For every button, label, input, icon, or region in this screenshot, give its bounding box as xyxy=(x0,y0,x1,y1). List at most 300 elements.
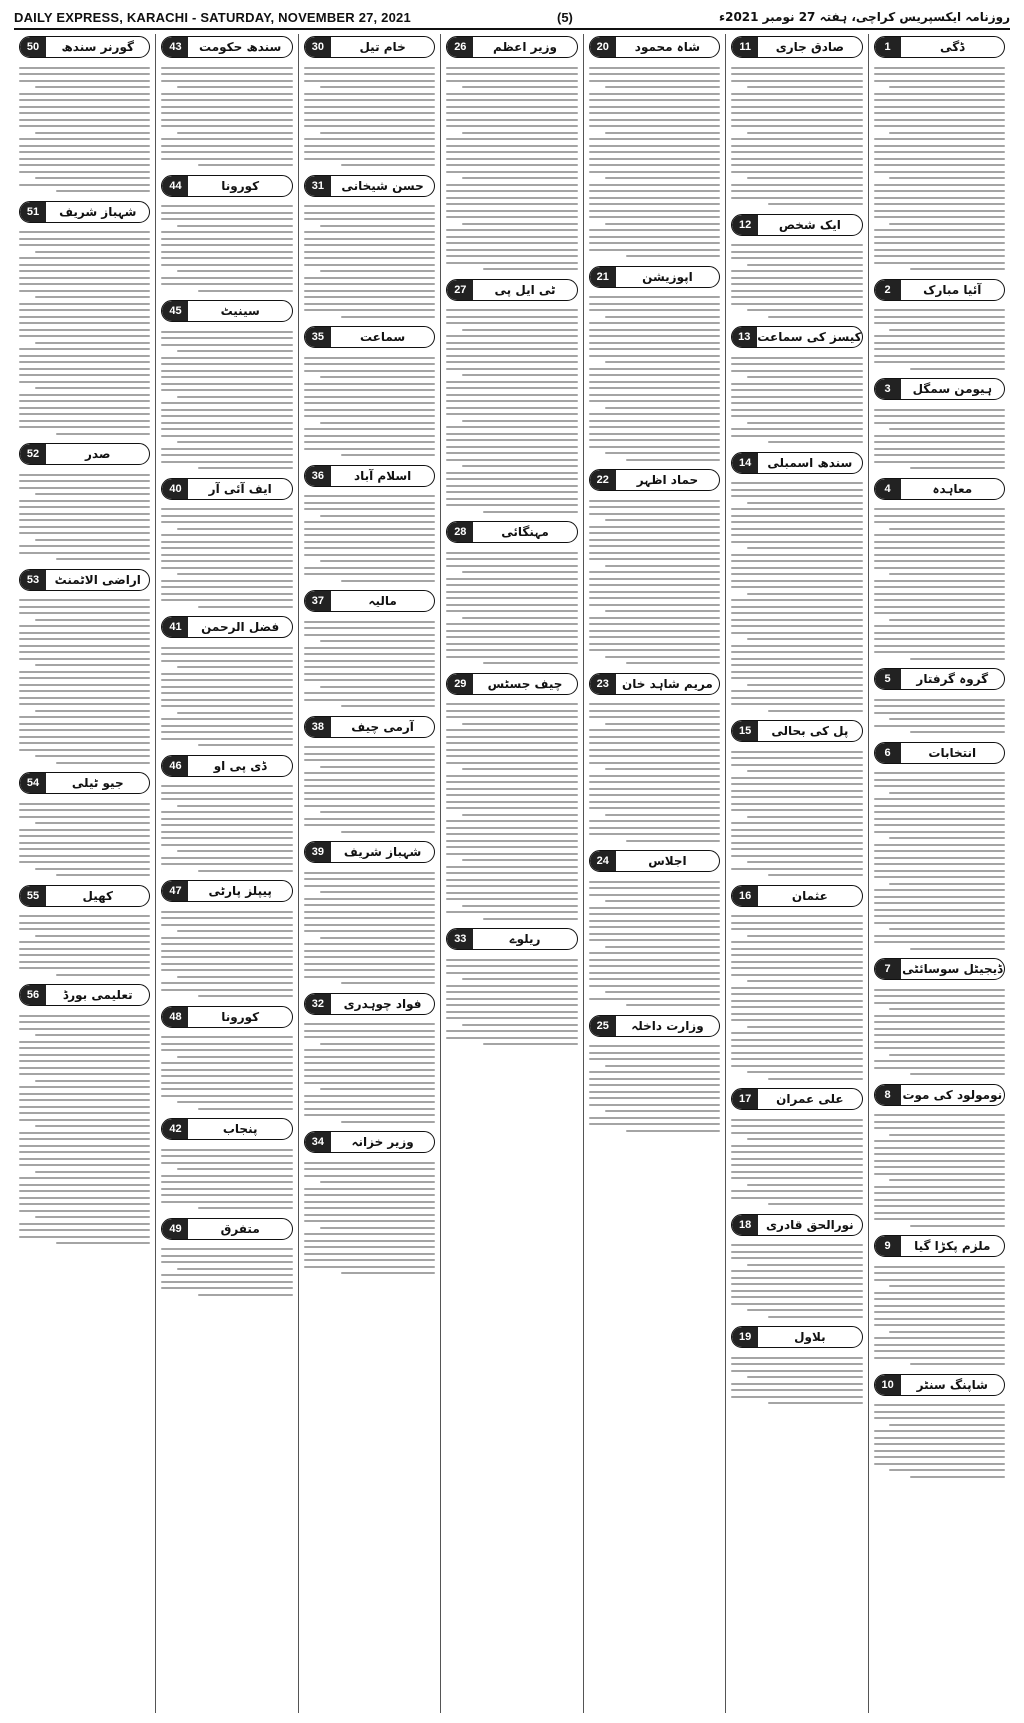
text-line xyxy=(19,277,150,279)
text-line xyxy=(589,119,720,121)
news-item xyxy=(874,1235,1005,1371)
text-line xyxy=(589,933,720,935)
text-line xyxy=(19,742,150,744)
text-line xyxy=(304,357,435,359)
news-item xyxy=(161,616,292,752)
news-item-title: وزارت داخلہ xyxy=(631,1018,704,1033)
text-line xyxy=(19,73,150,75)
text-line xyxy=(446,558,577,560)
news-item-header xyxy=(731,36,862,58)
text-line xyxy=(462,86,578,88)
text-line xyxy=(19,426,150,428)
news-item-body-text xyxy=(161,641,292,752)
text-line xyxy=(304,67,435,69)
text-line xyxy=(874,1450,1005,1452)
text-line xyxy=(198,1207,293,1209)
text-line xyxy=(589,552,720,554)
text-line xyxy=(446,762,577,764)
text-line xyxy=(304,218,435,220)
text-line xyxy=(19,928,150,930)
text-line xyxy=(483,662,578,664)
text-line xyxy=(874,93,1005,95)
text-line xyxy=(874,1034,1005,1036)
text-line xyxy=(19,487,150,489)
text-line xyxy=(161,911,292,913)
text-line xyxy=(19,322,150,324)
text-line xyxy=(731,190,862,192)
news-item-body-text xyxy=(874,693,1005,739)
text-line xyxy=(161,376,292,378)
text-line xyxy=(304,290,435,292)
text-line xyxy=(768,1402,863,1404)
news-item-number: 45 xyxy=(162,301,188,321)
text-line xyxy=(589,348,720,350)
text-line xyxy=(874,818,1005,820)
text-line xyxy=(161,205,292,207)
text-line xyxy=(910,658,1005,660)
news-item-body-text xyxy=(731,1239,862,1324)
text-line xyxy=(731,606,862,608)
text-line xyxy=(320,891,436,893)
news-item-title: عثمان xyxy=(791,888,828,903)
text-line xyxy=(874,593,1005,595)
text-line xyxy=(19,125,150,127)
news-item-body-text xyxy=(874,61,1005,276)
news-item-number: 22 xyxy=(590,470,616,490)
text-line xyxy=(177,805,293,807)
text-line xyxy=(589,171,720,173)
text-line xyxy=(889,619,1005,621)
text-line xyxy=(731,1357,862,1359)
text-line xyxy=(874,461,1005,463)
news-item-body-text xyxy=(161,1031,292,1116)
text-line xyxy=(874,197,1005,199)
news-item xyxy=(874,478,1005,666)
text-line xyxy=(446,316,577,318)
text-line xyxy=(56,190,151,192)
text-line xyxy=(446,387,577,389)
news-item-title: گروہ گرفتار xyxy=(916,672,989,686)
news-item-body-text xyxy=(589,875,720,1012)
text-line xyxy=(341,982,436,984)
news-item-title: تعلیمی بورڈ xyxy=(62,988,133,1002)
text-line xyxy=(731,1158,862,1160)
text-line xyxy=(874,1298,1005,1300)
text-line xyxy=(589,571,720,573)
text-line xyxy=(889,132,1005,134)
text-line xyxy=(198,870,293,872)
text-line xyxy=(446,498,577,500)
text-line xyxy=(320,225,436,227)
text-line xyxy=(874,824,1005,826)
text-line xyxy=(874,560,1005,562)
news-item-header xyxy=(874,378,1005,400)
news-item-header xyxy=(874,279,1005,301)
text-line xyxy=(304,963,435,965)
text-line xyxy=(731,270,862,272)
text-line xyxy=(446,151,577,153)
text-line xyxy=(446,407,577,409)
news-item-number: 49 xyxy=(162,1219,188,1239)
text-line xyxy=(19,231,150,233)
text-line xyxy=(874,203,1005,205)
text-line xyxy=(731,495,862,497)
text-line xyxy=(304,627,435,629)
news-item-body-text xyxy=(589,494,720,670)
text-line xyxy=(874,1114,1005,1116)
text-line xyxy=(747,502,863,504)
text-line xyxy=(874,1437,1005,1439)
text-line xyxy=(446,801,577,803)
text-line xyxy=(446,1037,577,1039)
text-line xyxy=(19,1138,150,1140)
text-line xyxy=(874,249,1005,251)
text-line xyxy=(161,857,292,859)
text-line xyxy=(56,433,151,435)
text-line xyxy=(198,606,293,608)
text-line xyxy=(446,788,577,790)
text-line xyxy=(320,937,436,939)
news-item-body-text xyxy=(19,797,150,882)
text-line xyxy=(177,976,293,978)
text-line xyxy=(446,591,577,593)
text-line xyxy=(19,1177,150,1179)
text-line xyxy=(731,409,862,411)
text-line xyxy=(19,612,150,614)
text-line xyxy=(56,974,151,976)
text-line xyxy=(731,697,862,699)
news-item-number: 55 xyxy=(20,886,46,906)
news-item-number: 42 xyxy=(162,1119,188,1139)
text-line xyxy=(446,80,577,82)
text-line xyxy=(731,1251,862,1253)
text-line xyxy=(19,1054,150,1056)
news-item-title: پنجاب xyxy=(222,1122,258,1136)
text-line xyxy=(304,205,435,207)
text-line xyxy=(889,1469,1005,1471)
text-line xyxy=(889,837,1005,839)
text-line xyxy=(589,335,720,337)
text-line xyxy=(731,290,862,292)
news-item-number: 29 xyxy=(447,674,473,694)
news-item-header xyxy=(874,742,1005,764)
text-line xyxy=(304,1246,435,1248)
text-line xyxy=(198,467,293,469)
text-line xyxy=(35,296,151,298)
text-line xyxy=(768,1203,863,1205)
text-line xyxy=(19,1041,150,1043)
text-line xyxy=(874,361,1005,363)
text-line xyxy=(19,374,150,376)
text-line xyxy=(177,86,293,88)
text-line xyxy=(874,798,1005,800)
text-line xyxy=(161,593,292,595)
text-line xyxy=(446,216,577,218)
text-line xyxy=(19,915,150,917)
text-line xyxy=(589,807,720,809)
text-line xyxy=(874,863,1005,865)
news-item-title: پیپلز پارٹی xyxy=(208,884,272,898)
text-line xyxy=(731,171,862,173)
text-line xyxy=(19,400,150,402)
text-line xyxy=(731,435,862,437)
text-line xyxy=(462,420,578,422)
text-line xyxy=(589,742,720,744)
text-line xyxy=(161,515,292,517)
text-line xyxy=(589,210,720,212)
text-line xyxy=(731,1032,862,1034)
text-line xyxy=(874,612,1005,614)
text-line xyxy=(19,119,150,121)
text-line xyxy=(19,164,150,166)
text-line xyxy=(589,67,720,69)
text-line xyxy=(910,731,1005,733)
text-line xyxy=(304,138,435,140)
news-item xyxy=(304,716,435,839)
text-line xyxy=(304,673,435,675)
text-line xyxy=(304,441,435,443)
text-line xyxy=(731,777,862,779)
text-line xyxy=(446,879,577,881)
page-number: (5) xyxy=(556,9,573,25)
text-line xyxy=(304,943,435,945)
text-line xyxy=(19,381,150,383)
news-item-header xyxy=(589,1015,720,1037)
news-item-body-text xyxy=(731,745,862,882)
news-item-title: شاہ محمود xyxy=(634,40,701,54)
text-line xyxy=(35,177,151,179)
news-item-number: 6 xyxy=(875,743,901,763)
text-line xyxy=(768,441,863,443)
news-item-title: ایف آئی آر xyxy=(208,481,272,496)
text-line xyxy=(19,545,150,547)
text-line xyxy=(161,357,292,359)
text-line xyxy=(446,991,577,993)
text-line xyxy=(874,515,1005,517)
text-line xyxy=(19,506,150,508)
text-line xyxy=(35,1171,151,1173)
text-line xyxy=(304,296,435,298)
text-line xyxy=(589,762,720,764)
news-item-title: فضل الرحمن xyxy=(201,620,280,634)
text-line xyxy=(19,112,150,114)
text-line xyxy=(446,853,577,855)
text-line xyxy=(446,794,577,796)
text-line xyxy=(320,422,436,424)
news-item-title: شہباز شریف xyxy=(59,204,137,219)
text-line xyxy=(731,1370,862,1372)
news-item-number: 48 xyxy=(162,1007,188,1027)
text-line xyxy=(462,1024,578,1026)
text-line xyxy=(161,521,292,523)
text-line xyxy=(747,980,863,982)
text-line xyxy=(446,342,577,344)
text-line xyxy=(446,203,577,205)
text-line xyxy=(161,93,292,95)
news-item xyxy=(589,469,720,670)
text-line xyxy=(19,948,150,950)
text-line xyxy=(731,277,862,279)
text-line xyxy=(874,242,1005,244)
text-line xyxy=(19,967,150,969)
news-item-body-text xyxy=(874,503,1005,666)
news-item-number: 56 xyxy=(20,985,46,1005)
text-line xyxy=(198,744,293,746)
column-6 xyxy=(155,34,297,1713)
news-item-number: 3 xyxy=(875,379,901,399)
text-line xyxy=(874,989,1005,991)
text-line xyxy=(731,244,862,246)
news-item-body-text xyxy=(589,61,720,263)
text-line xyxy=(731,1145,862,1147)
text-line xyxy=(589,1117,720,1119)
article-columns xyxy=(14,34,1010,1713)
text-line xyxy=(874,599,1005,601)
text-line xyxy=(161,277,292,279)
text-line xyxy=(874,1127,1005,1129)
news-item-header xyxy=(874,958,1005,980)
text-line xyxy=(889,928,1005,930)
text-line xyxy=(874,1186,1005,1188)
text-line xyxy=(19,1099,150,1101)
text-line xyxy=(589,164,720,166)
text-line xyxy=(19,93,150,95)
text-line xyxy=(19,1119,150,1121)
text-line xyxy=(161,244,292,246)
news-item-number: 51 xyxy=(20,202,46,222)
text-line xyxy=(35,822,151,824)
news-item-body-text xyxy=(731,1351,862,1410)
text-line xyxy=(731,1389,862,1391)
text-line xyxy=(161,1261,292,1263)
news-item-title: ہیومن سمگل xyxy=(912,382,992,396)
text-line xyxy=(320,640,436,642)
text-line xyxy=(731,534,862,536)
text-line xyxy=(161,231,292,233)
text-line xyxy=(304,666,435,668)
text-line xyxy=(446,452,577,454)
news-item-body-text xyxy=(731,239,862,324)
text-line xyxy=(874,125,1005,127)
text-line xyxy=(874,409,1005,411)
text-line xyxy=(589,716,720,718)
text-line xyxy=(874,889,1005,891)
text-line xyxy=(462,132,578,134)
news-item-header xyxy=(161,1218,292,1240)
news-item-title: انتخابات xyxy=(928,745,977,760)
text-line xyxy=(304,885,435,887)
text-line xyxy=(19,1028,150,1030)
text-line xyxy=(731,515,862,517)
text-line xyxy=(19,513,150,515)
text-line xyxy=(589,151,720,153)
text-line xyxy=(731,764,862,766)
text-line xyxy=(889,1179,1005,1181)
text-line xyxy=(304,409,435,411)
text-line xyxy=(35,755,151,757)
text-line xyxy=(446,736,577,738)
text-line xyxy=(304,428,435,430)
text-line xyxy=(446,584,577,586)
text-line xyxy=(446,872,577,874)
news-item-title: وزیر اعظم xyxy=(493,40,557,54)
text-line xyxy=(161,99,292,101)
text-line xyxy=(731,625,862,627)
text-line xyxy=(462,617,578,619)
news-item xyxy=(19,885,150,982)
text-line xyxy=(304,699,435,701)
news-item-title: چیف جسٹس xyxy=(487,676,563,691)
news-item-header xyxy=(446,673,577,695)
text-line xyxy=(161,586,292,588)
text-line xyxy=(320,270,436,272)
text-line xyxy=(19,606,150,608)
text-line xyxy=(731,73,862,75)
text-line xyxy=(19,1067,150,1069)
news-item-title: ٹی ایل پی xyxy=(494,282,556,297)
text-line xyxy=(731,1296,862,1298)
news-item-title: آرمی چیف xyxy=(351,719,414,734)
text-line xyxy=(304,402,435,404)
text-line xyxy=(161,917,292,919)
text-line xyxy=(874,1147,1005,1149)
text-line xyxy=(589,703,720,705)
text-line xyxy=(589,236,720,238)
text-line xyxy=(304,798,435,800)
text-line xyxy=(161,653,292,655)
text-line xyxy=(19,599,150,601)
text-line xyxy=(19,816,150,818)
text-line xyxy=(731,1125,862,1127)
news-item-body-text xyxy=(161,61,292,172)
text-line xyxy=(446,749,577,751)
text-line xyxy=(589,881,720,883)
text-line xyxy=(910,368,1005,370)
news-item xyxy=(446,36,577,276)
text-line xyxy=(161,257,292,259)
news-item-header xyxy=(446,36,577,58)
text-line xyxy=(768,874,863,876)
text-line xyxy=(731,1065,862,1067)
text-line xyxy=(19,716,150,718)
text-line xyxy=(341,1121,436,1123)
text-line xyxy=(874,164,1005,166)
text-line xyxy=(19,690,150,692)
text-line xyxy=(19,316,150,318)
text-line xyxy=(446,368,577,370)
text-line xyxy=(731,1132,862,1134)
text-line xyxy=(35,1034,151,1036)
text-line xyxy=(731,283,862,285)
text-line xyxy=(589,1078,720,1080)
text-line xyxy=(19,80,150,82)
news-item-header xyxy=(731,326,862,348)
text-line xyxy=(161,73,292,75)
text-line xyxy=(589,73,720,75)
text-line xyxy=(161,844,292,846)
news-item-body-text xyxy=(19,910,150,982)
news-item xyxy=(874,668,1005,739)
news-item-title: مریم شاہد خان xyxy=(622,676,713,691)
text-line xyxy=(874,1002,1005,1004)
text-line xyxy=(304,779,435,781)
text-line xyxy=(731,855,862,857)
text-line xyxy=(874,322,1005,324)
text-line xyxy=(910,467,1005,469)
text-line xyxy=(161,1201,292,1203)
news-item-number: 38 xyxy=(305,717,331,737)
text-line xyxy=(605,723,721,725)
